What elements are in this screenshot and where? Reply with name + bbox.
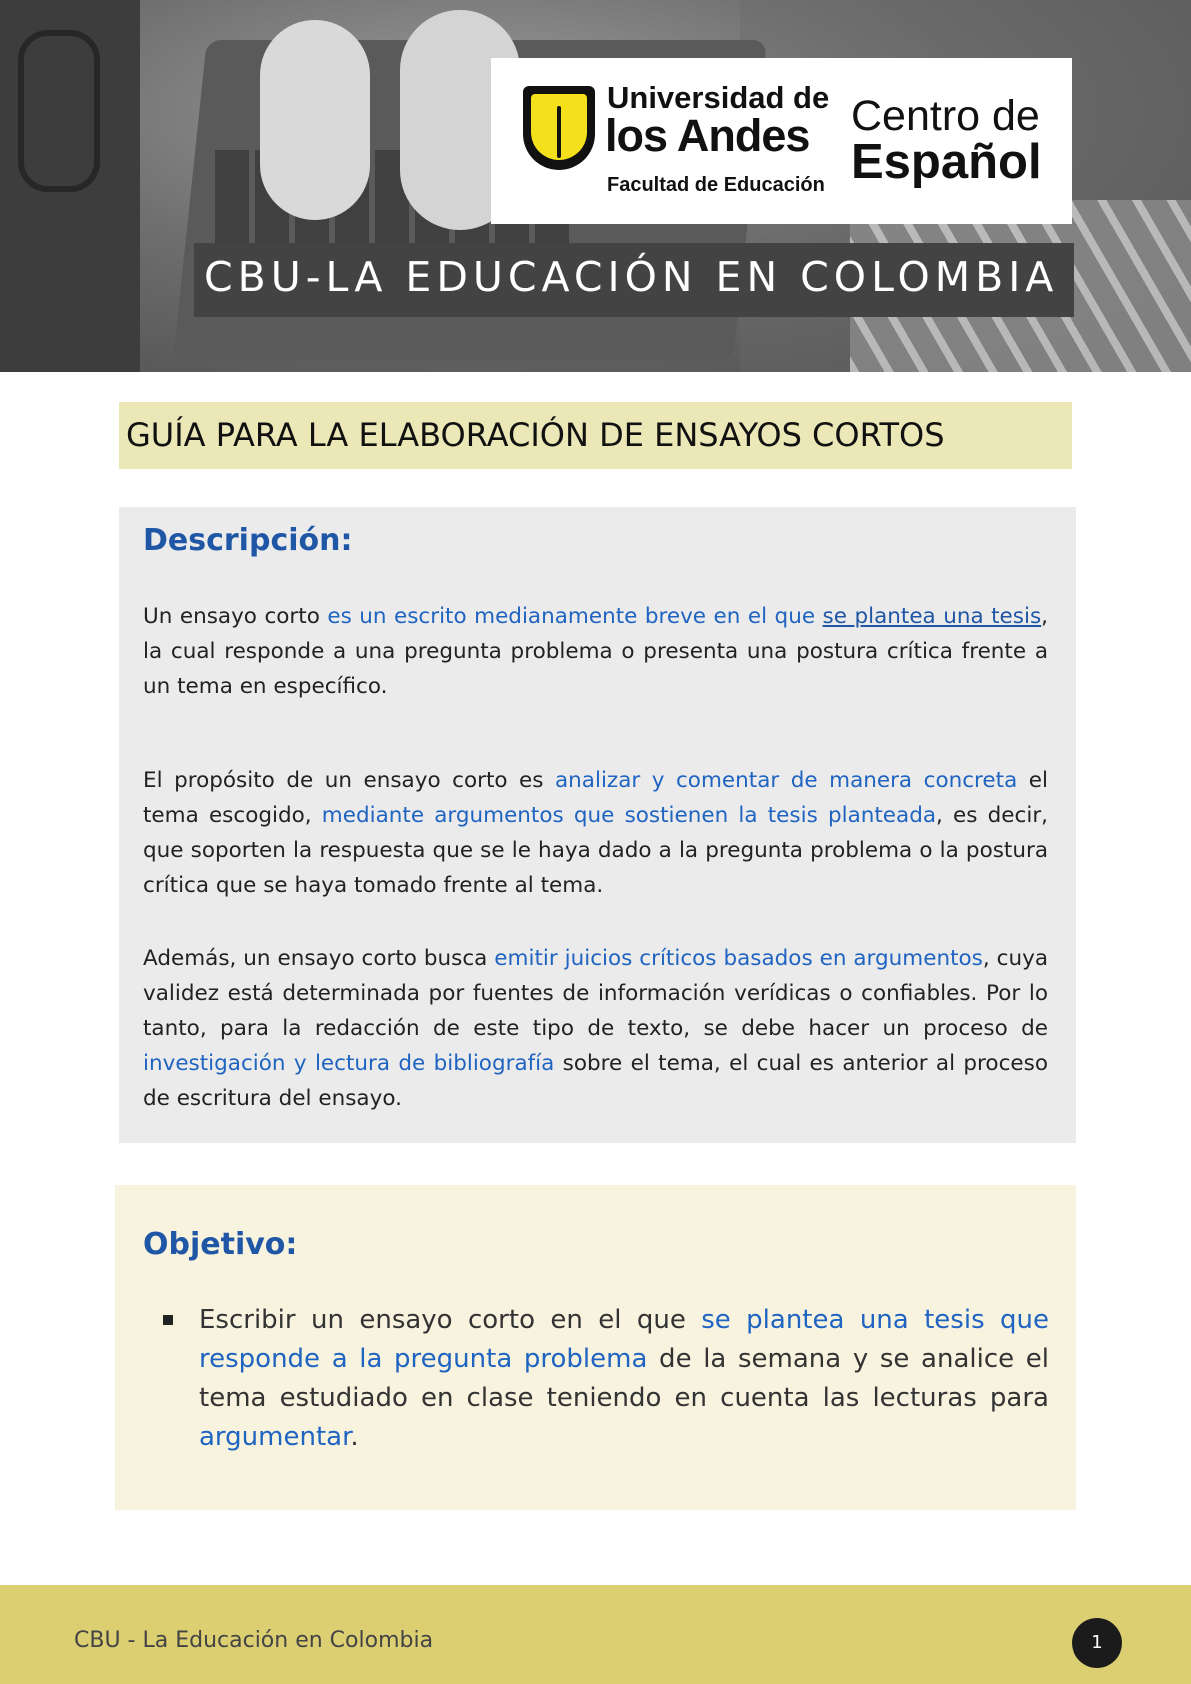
highlighted-text: argumentar <box>199 1422 351 1452</box>
text-run: Escribir un ensayo corto en el que <box>199 1305 702 1335</box>
objective-section <box>115 1185 1076 1510</box>
description-paragraph-2 <box>143 763 1048 903</box>
course-title-bar <box>194 243 1074 317</box>
square-bullet-icon <box>163 1315 173 1325</box>
objective-list <box>199 1301 1049 1457</box>
footer-course-name: CBU - La Educación en Colombia <box>74 1628 434 1653</box>
highlighted-text: investigación y lectura de bibliografía <box>143 1051 555 1076</box>
description-paragraph-1 <box>143 599 1048 704</box>
description-heading: Descripción: <box>143 523 353 558</box>
logo-university-line1: Universidad de <box>607 80 830 115</box>
description-paragraph-3 <box>143 941 1048 1116</box>
text-run: sobre el tema, el cual es anterior al proceso de escritura del ensayo. <box>143 1051 1048 1111</box>
crest-fill <box>531 94 587 160</box>
text-run: de la semana y se analice el tema estudiado en clase teniendo en cuenta las lecturas para <box>199 1344 1049 1413</box>
highlighted-text: es un escrito medianamente breve en el que <box>327 604 823 629</box>
guide-title: GUÍA PARA LA ELABORACIÓN DE ENSAYOS CORTOS <box>126 416 945 454</box>
text-run: , cuya validez está determinada por fuentes de información verídicas o confiables. Por lo tanto, para la redacción de este tipo de texto, se debe hacer un proceso de <box>143 946 1048 1041</box>
text-run: el tema escogido, <box>143 768 1048 828</box>
objective-heading: Objetivo: <box>143 1227 298 1262</box>
text-run: . <box>350 1422 359 1452</box>
page-footer <box>0 1585 1191 1684</box>
text-run: , la cual responde a una pregunta problema o presenta una postura crítica frente a un tema en específico. <box>143 604 1048 699</box>
description-section <box>119 507 1076 1143</box>
logo-centro-line2: Español <box>851 135 1042 189</box>
crest-mark <box>557 106 561 158</box>
glasses-graphic <box>18 30 100 192</box>
guide-title-bar <box>119 402 1072 469</box>
hand-graphic-left <box>260 20 370 220</box>
highlighted-text: emitir juicios críticos basados en argumentos <box>494 946 983 971</box>
logo-centro-line1: Centro de <box>851 92 1040 140</box>
highlighted-text: analizar y comentar de manera concreta <box>555 768 1018 793</box>
header-banner <box>0 0 1191 372</box>
institution-logo <box>491 58 1072 224</box>
text-run: , es decir, que soporten la respuesta que se le haya dado a la pregunta problema o la postura crítica que se haya tomado frente al tema. <box>143 803 1048 898</box>
objective-item <box>199 1301 1049 1457</box>
page-number-badge: 1 <box>1072 1618 1122 1668</box>
text-run: El propósito de un ensayo corto es <box>143 768 555 793</box>
course-title: CBU-LA EDUCACIÓN EN COLOMBIA <box>204 253 1059 301</box>
highlighted-text: mediante argumentos que sostienen la tesis planteada <box>321 803 937 828</box>
logo-university-line2: los Andes <box>605 110 810 161</box>
logo-faculty: Facultad de Educación <box>607 174 825 196</box>
text-run: Un ensayo corto <box>143 604 328 629</box>
highlighted-text: se plantea una tesis que responde a la pregunta problema <box>199 1305 1049 1374</box>
text-run: Además, un ensayo corto busca <box>143 946 495 971</box>
university-crest-icon <box>523 86 595 170</box>
underlined-text: se plantea una tesis <box>822 604 1042 629</box>
